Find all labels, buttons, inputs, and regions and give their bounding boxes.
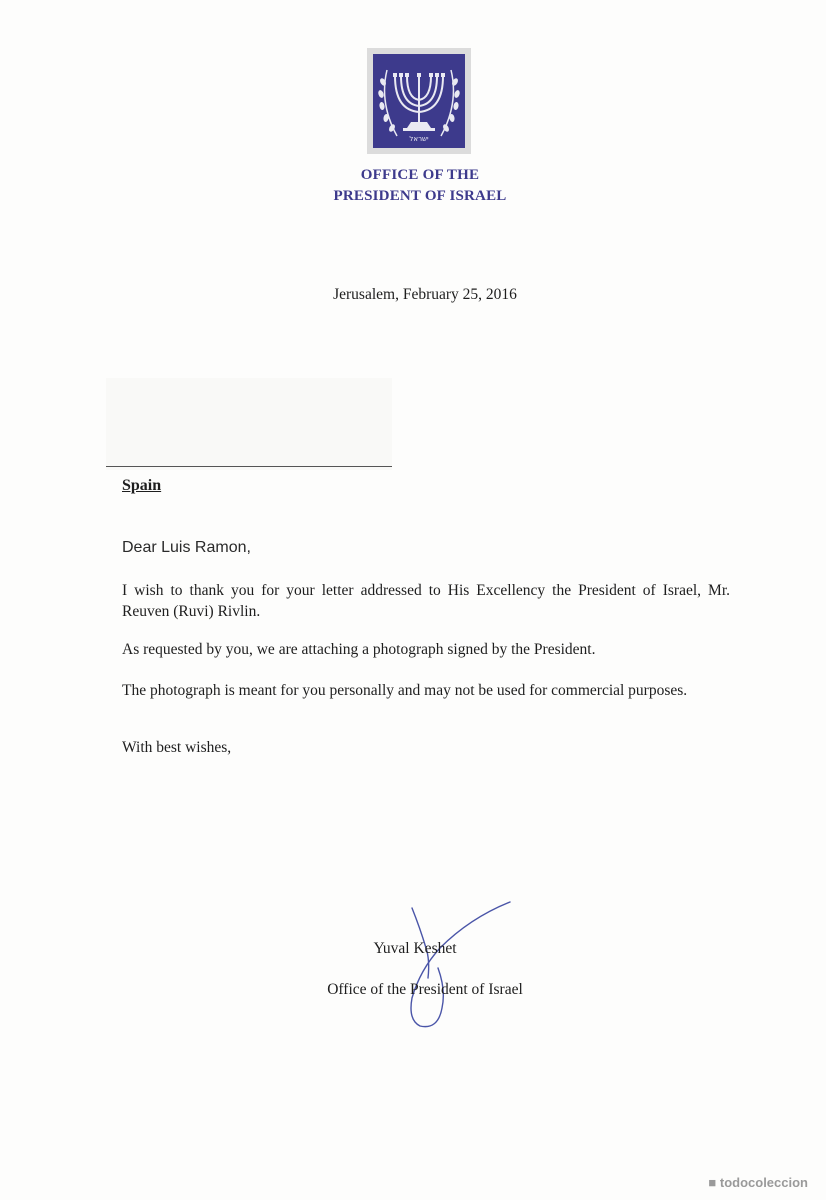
todocoleccion-logo-icon: ■ <box>708 1175 717 1190</box>
body-paragraph: The photograph is meant for you personally and may not be used for commercial purposes. <box>122 682 688 699</box>
menorah-icon <box>367 48 471 154</box>
letterhead-title-line2: PRESIDENT OF ISRAEL <box>333 188 507 204</box>
emblem-caption: ישראל <box>409 135 429 143</box>
letterhead-title-line1: OFFICE OF THE <box>360 167 480 183</box>
salutation: Dear Luis Ramon, <box>122 539 251 556</box>
address-divider <box>106 466 392 467</box>
redacted-address-block <box>106 378 392 470</box>
watermark <box>708 1175 808 1190</box>
letterhead-title <box>250 165 590 207</box>
watermark-text: todocoleccion <box>719 1175 808 1190</box>
signer-office: Office of the President of Israel <box>327 981 523 998</box>
handwritten-signature <box>390 898 520 1033</box>
date-line: Jerusalem, February 25, 2016 <box>333 286 517 303</box>
closing: With best wishes, <box>122 739 232 756</box>
recipient-country: Spain <box>122 477 162 494</box>
body-paragraph: I wish to thank you for your letter addressed to His Excellency the President of Israel, Mr. Reuven (Ruvi) Rivlin. <box>122 582 730 620</box>
menorah-emblem <box>367 48 471 154</box>
body-paragraph: As requested by you, we are attaching a photograph signed by the President. <box>122 641 596 658</box>
signer-name: Yuval Keshet <box>373 940 457 957</box>
